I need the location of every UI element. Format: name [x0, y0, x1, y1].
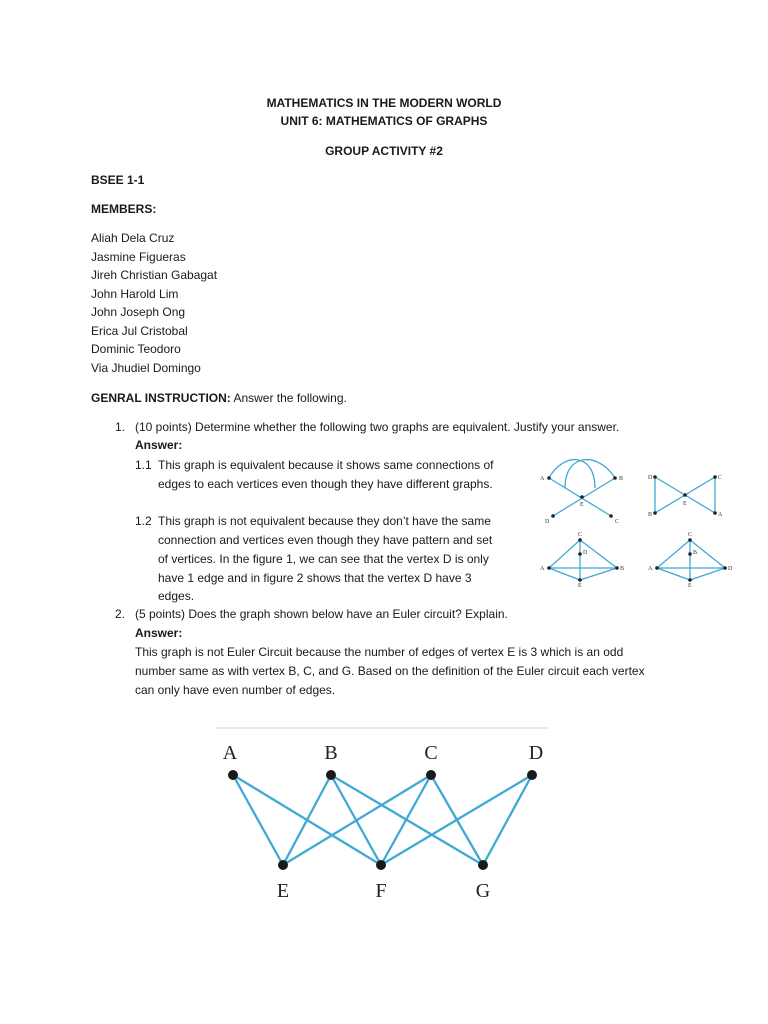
q1-a2-line: connection and vertices even though they have pattern and set [158, 533, 493, 547]
vertex-label: F [375, 880, 387, 902]
member-name: John Harold Lim [91, 287, 179, 301]
q2-answer-line: can only have even number of edges. [135, 683, 336, 697]
header-unit: UNIT 6: MATHEMATICS OF GRAPHS [280, 114, 488, 128]
vertex-label: A [540, 476, 545, 482]
q1-number: 1. [115, 420, 126, 434]
header-activity: GROUP ACTIVITY #2 [325, 144, 443, 158]
q2-answer-line: This graph is not Euler Circuit because the number of edges of vertex E is 3 which is an odd [135, 645, 624, 659]
q2-text: (5 points) Does the graph shown below have an Euler circuit? Explain. [135, 607, 508, 621]
members-label: MEMBERS: [91, 202, 157, 216]
q1-answer-label: Answer: [135, 438, 183, 452]
vertex-label: B [693, 550, 698, 556]
vertex-label: D [648, 475, 653, 481]
instruction-text: Answer the following. [230, 391, 347, 405]
q2-number: 2. [115, 607, 126, 621]
member-name: Erica Jul Cristobal [91, 324, 188, 338]
vertex-label: B [648, 512, 653, 518]
vertex-label: C [615, 519, 620, 525]
vertex-label: C [578, 532, 583, 538]
vertex-label: E [688, 583, 692, 588]
vertex-label: E [580, 502, 584, 508]
vertex-label: E [683, 501, 687, 507]
member-name: Aliah Dela Cruz [91, 231, 175, 245]
q1-text: (10 points) Determine whether the following two graphs are equivalent. Justify your answer. [135, 420, 620, 434]
vertex-label: D [545, 519, 550, 525]
graph-figure-2a [535, 528, 635, 588]
graph-figure-q2 [215, 725, 550, 905]
vertex-label: C [718, 475, 723, 481]
vertex-label: G [475, 880, 491, 902]
vertex-label: D [528, 742, 544, 764]
q1-a2-line: edges. [158, 589, 195, 603]
vertex-label: A [648, 566, 653, 572]
vertex-label: E [276, 880, 290, 902]
section-label: BSEE 1-1 [91, 173, 145, 187]
graph-figure-1b [640, 465, 730, 520]
member-name: Via Jhudiel Domingo [91, 361, 201, 375]
vertex-label: C [424, 742, 438, 764]
vertex-label: D [728, 566, 733, 572]
vertex-label: A [540, 566, 545, 572]
q1-a2-line: This graph is not equivalent because they don’t have the same [158, 514, 491, 528]
q2-answer-line: number same as with vertex B, C, and G. Based on the definition of the Euler circuit each vertex [135, 664, 645, 678]
general-instruction [91, 391, 347, 405]
vertex-label: D [583, 550, 588, 556]
member-name: Jasmine Figueras [91, 250, 186, 264]
q1-a1-number: 1.1 [135, 458, 152, 472]
graph-figure-2b [645, 528, 745, 588]
q1-a1-line: This graph is equivalent because it shows same connections of [158, 458, 494, 472]
member-name: John Joseph Ong [91, 305, 186, 319]
vertex-label: B [619, 476, 624, 482]
q1-a1-line: edges to each vertices even though they have different graphs. [158, 477, 493, 491]
q1-a2-line: of vertices. In the figure 1, we can see that the vertex D is only [158, 552, 489, 566]
vertex-label: C [688, 532, 693, 538]
member-name: Dominic Teodoro [91, 342, 181, 356]
vertex-label: A [718, 512, 723, 518]
instruction-label: GENRAL INSTRUCTION: [91, 391, 231, 405]
vertex-label: B [620, 566, 625, 572]
vertex-label: B [324, 742, 338, 764]
header-course: MATHEMATICS IN THE MODERN WORLD [266, 96, 502, 110]
q1-a2-line: have 1 edge and in figure 2 shows that the vertex D have 3 [158, 571, 472, 585]
q1-a2-number: 1.2 [135, 514, 152, 528]
member-name: Jireh Christian Gabagat [91, 268, 218, 282]
q2-answer-label: Answer: [135, 626, 183, 640]
graph-figure-1a [535, 458, 630, 528]
vertex-label: E [578, 583, 582, 588]
vertex-label: A [222, 742, 238, 764]
